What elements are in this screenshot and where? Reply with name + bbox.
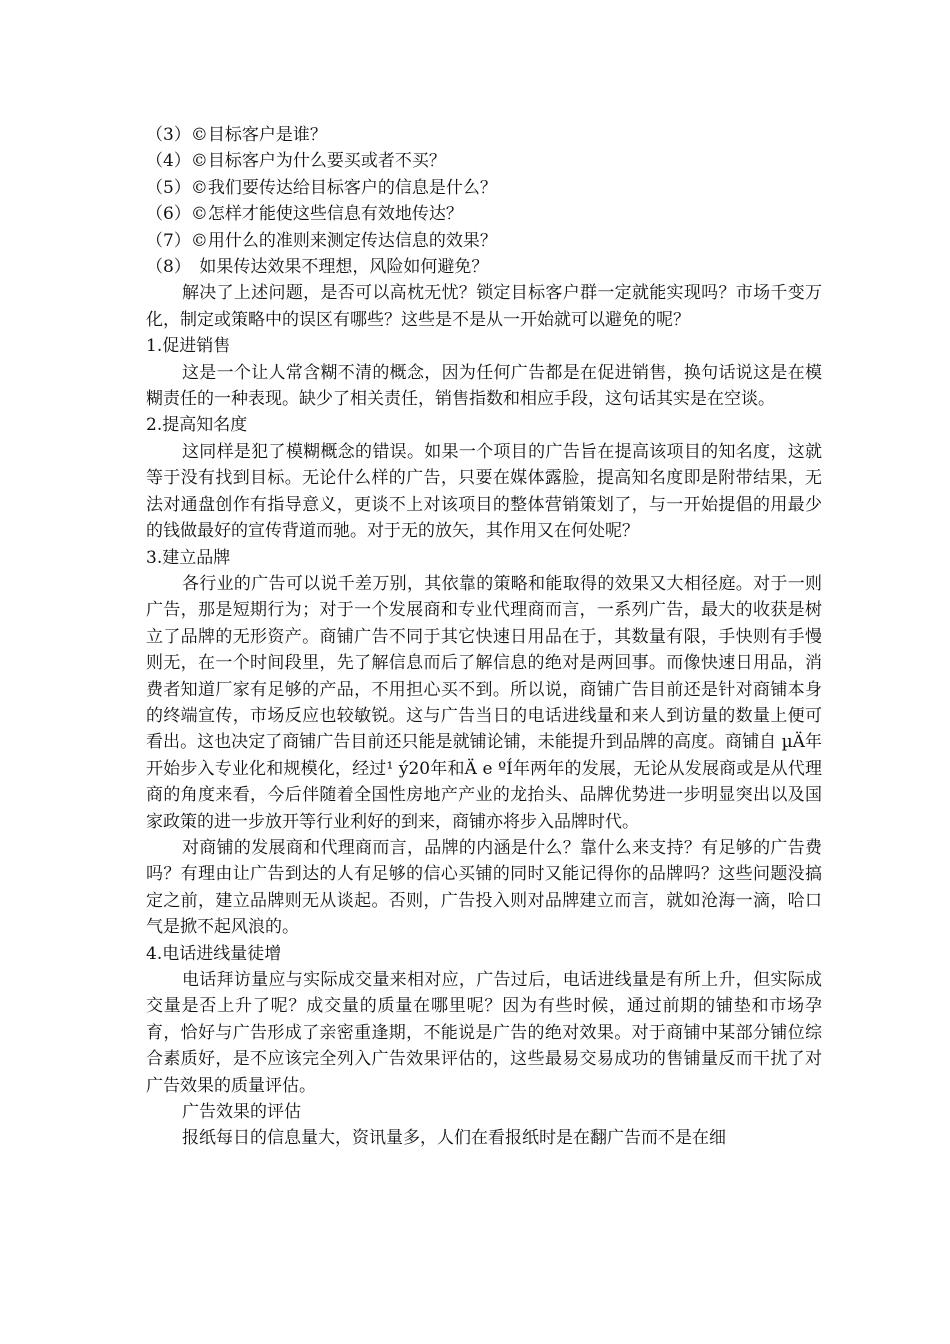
question-list [146,122,822,280]
intro-paragraph: 解决了上述问题，是否可以高枕无忧？锁定目标客户群一定就能实现吗？市场千变万化，制定或策略中的误区有哪些？这些是不是从一开始就可以避免的呢？ [146,283,822,330]
section-paragraph: 电话拜访量应与实际成交量来相对应，广告过后，电话进线量是有所上升，但实际成交量是否上升了呢？成交量的质量在哪里呢？因为有些时候，通过前期的铺垫和市场孕育，恰好与广告形成了亲密重逢期，不能说是广告的绝对效果。对于商铺中某部分铺位综合素质好，是不应该完全列入广告效果评估的，这些最易交易成功的售铺量反而干扰了对广告效果的质量评估。 [146,970,822,1096]
question-item: （3）©目标客户是谁？ [146,125,327,145]
section-heading-awareness: 2.提高知名度 [146,415,248,436]
question-item: （5）©我们要传达给目标客户的信息是什么？ [146,177,497,198]
section-paragraph: 这是一个让人常含糊不清的概念，因为任何广告都是在促进销售，换句话说这是在模糊责任的一种表现。缺少了相关责任，销售指数和相应手段，这句话其实是在空谈。 [146,362,822,410]
section-heading-brand: 3.建立品牌 [146,547,231,568]
section-paragraph: 这同样是犯了模糊概念的错误。如果一个项目的广告旨在提高该项目的知名度，这就等于没有找到目标。无论什么样的广告，只要在媒体露脸，提高知名度即是附带结果，无法对通盘创作有指导意义，更谈不上对该项目的整体营销策划了，与一开始提倡的用最少的钱做最好的宣传背道而驰。对于无的放矢，其作用又在何处呢？ [146,441,822,542]
section-heading-promote-sales: 1.促进销售 [146,336,231,357]
question-item: （6）©怎样才能使这些信息有效地传达？ [146,204,463,225]
question-item: （7）©用什么的准则来测定传达信息的效果？ [146,230,497,251]
section-paragraph: 对商铺的发展商和代理商而言，品牌的内涵是什么？靠什么来支持？有足够的广告费吗？有理由让广告到达的人有足够的信心买铺的同时又能记得你的品牌吗？这些问题没搞定之前，建立品牌则无从谈起。否则，广告投入则对品牌建立而言，就如沧海一滴，哈口气是掀不起风浪的。 [146,837,822,938]
evaluation-title: 广告效果的评估 [182,1102,301,1123]
document-body [146,122,822,1152]
question-item: （4）©目标客户为什么要买或者不买？ [146,151,446,172]
question-item: （8） 如果传达效果不理想，风险如何避免？ [146,257,489,278]
evaluation-paragraph: 报纸每日的信息量大，资讯量多，人们在看报纸时是在翻广告而不是在细 [182,1128,726,1149]
section-heading-phone-calls: 4.电话进线量徒增 [146,943,282,964]
section-paragraph: 各行业的广告可以说千差万别，其依靠的策略和能取得的效果又大相径庭。对于一则广告，那是短期行为；对于一个发展商和专业代理商而言，一系列广告，最大的收获是树立了品牌的无形资产。商铺广告不同于其它快速日用品在于，其数量有限，手快则有手慢则无，在一个时间段里，先了解信息而后了解信息的绝对是两回事。而像快速日用品，消费者知道厂家有足够的产品，不用担心买不到。所以说，商铺广告目前还是针对商铺本身的终端宣传，市场反应也较敏锐。这与广告当日的电话进线量和来人到访量的数量上便可看出。这也决定了商铺广告目前还只能是就铺论铺，未能提升到品牌的高度。商铺自 µÄ年开始步入专业化和规模化，经过¹ ý20年和Ä e ºÍ年两年的发展，无论从发展商或是从代理商的角度来看，今后伴随着全国性房地产产业的龙抬头、品牌优势进一步明显突出以及国家政策的进一步放开等行业利好的到来，商铺亦将步入品牌时代。 [146,573,822,832]
